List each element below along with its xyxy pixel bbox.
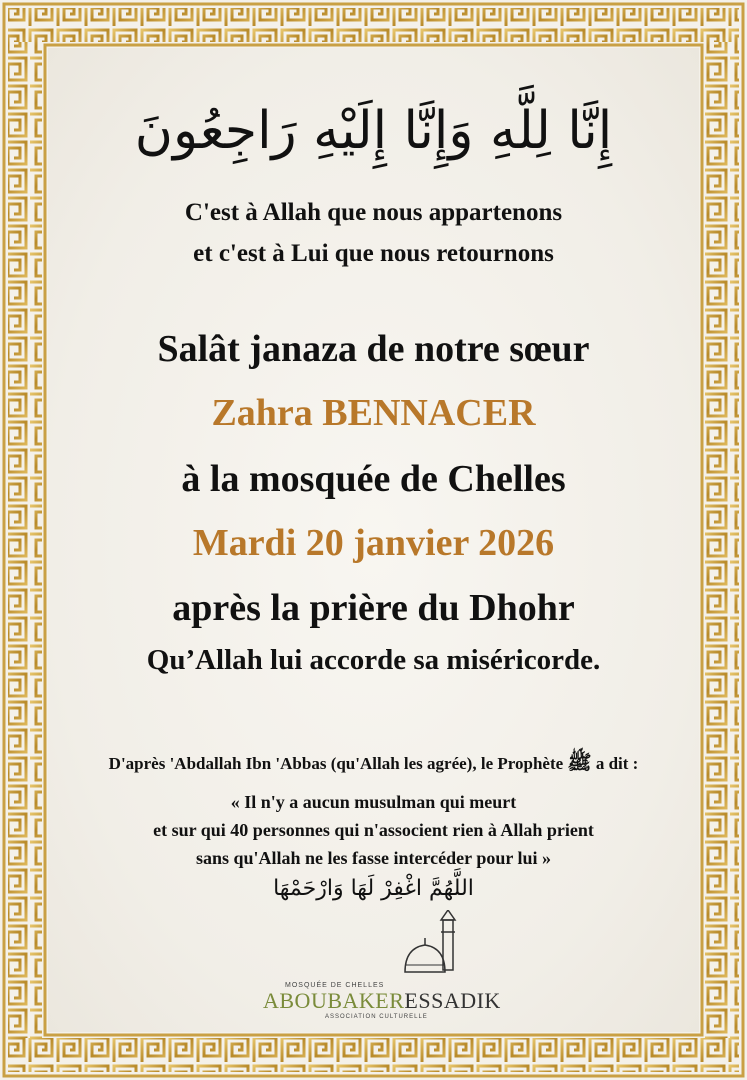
date: Mardi 20 janvier 2026 xyxy=(192,522,555,564)
logo-bottom-text: ASSOCIATION CULTURELLE xyxy=(325,1014,428,1020)
prayer-time: après la prière du Dhohr xyxy=(172,587,575,629)
hadith-line-1: « Il n'y a aucun musulman qui meurt xyxy=(230,792,517,812)
hadith-line-3: sans qu'Allah ne les fasse intercéder pour lui » xyxy=(195,848,552,868)
hadith-intro: D'après 'Abdallah Ibn 'Abbas (qu'Allah les agrée), le Prophète ﷺ a dit : xyxy=(108,750,639,774)
hadith-line-2: et sur qui 40 personnes qui n'associent rien à Allah prient xyxy=(153,820,594,840)
arabic-verse: إِنَّا لِلَّهِ وَإِنَّا إِلَيْهِ رَاجِعُونَ xyxy=(134,101,613,161)
translation-line-2: et c'est à Lui que nous retournons xyxy=(193,240,554,267)
salawat-icon: ﷺ xyxy=(567,750,592,774)
logo-name: ABOUBAKERESSADIK xyxy=(263,988,501,1013)
translation-line-1: C'est à Allah que nous appartenons xyxy=(184,199,563,226)
mosque-dome-icon xyxy=(255,910,495,990)
location: à la mosquée de Chelles xyxy=(181,458,566,500)
deceased-name: Zahra BENNACER xyxy=(211,392,536,434)
arabic-dua: اللَّهُمَّ اغْفِرْ لَهَا وَارْحَمْهَا xyxy=(273,876,474,901)
janaza-heading: Salât janaza de notre sœur xyxy=(157,328,590,370)
mosque-logo xyxy=(255,910,501,1020)
mercy-prayer: Qu’Allah lui accorde sa miséricorde. xyxy=(146,644,601,676)
logo-top-text: MOSQUÉE DE CHELLES xyxy=(285,982,385,989)
